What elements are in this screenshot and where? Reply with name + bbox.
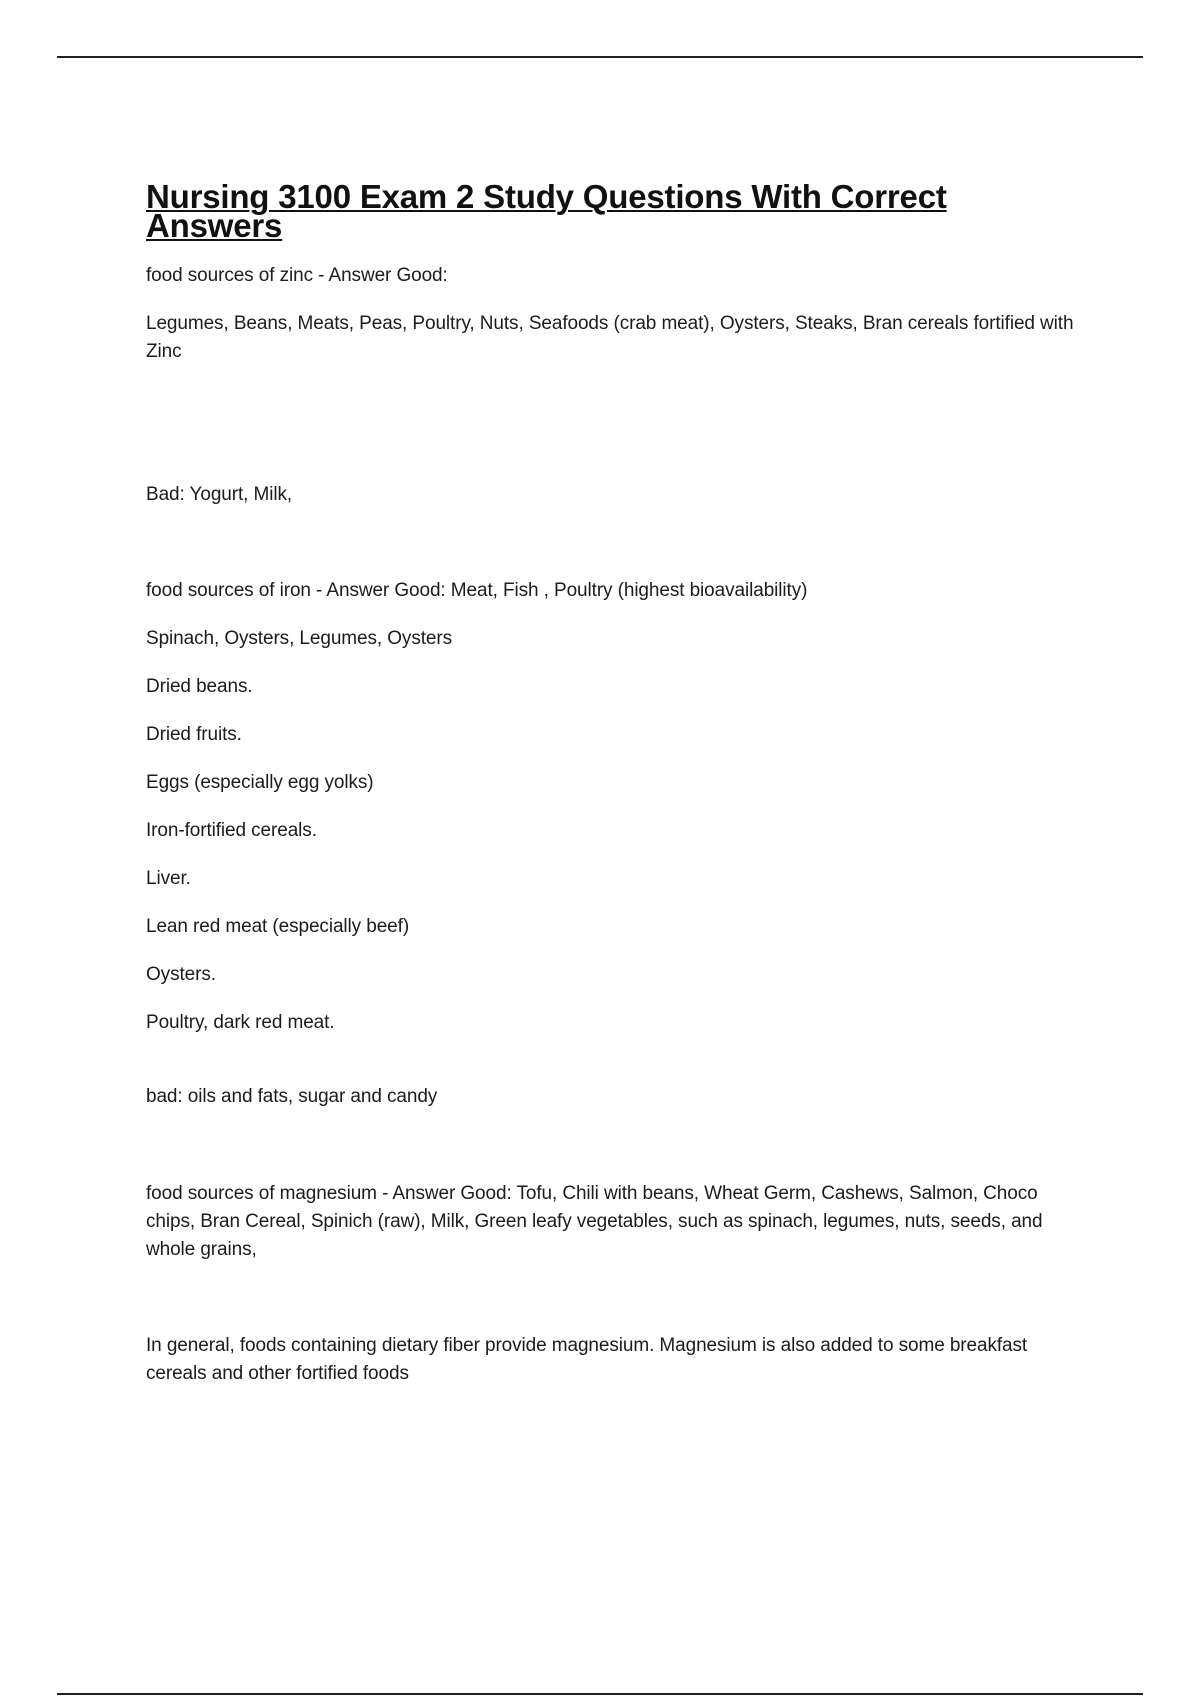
magnesium-question: food sources of magnesium - Answer Good: Tofu, Chili with beans, Wheat Germ, Cashews, Salmon, Choco chips, Bran Cereal, Spinich (raw), Milk, Green leafy vegetables, such as spinach, legumes, nuts, seeds, and whole grains, bbox=[146, 1183, 1043, 1260]
iron-list-item: Poultry, dark red meat. bbox=[146, 1012, 335, 1033]
zinc-good-sources: Legumes, Beans, Meats, Peas, Poultry, Nuts, Seafoods (crab meat), Oysters, Steaks, Bran cereals fortified with Zinc bbox=[146, 313, 1074, 362]
iron-list-item: Lean red meat (especially beef) bbox=[146, 916, 410, 937]
footer-rule bbox=[57, 1693, 1143, 1695]
iron-question: food sources of iron - Answer Good: Meat, Fish , Poultry (highest bioavailability) bbox=[146, 580, 808, 601]
magnesium-note: In general, foods containing dietary fiber provide magnesium. Magnesium is also added to some breakfast cereals and other fortified foods bbox=[146, 1335, 1028, 1384]
document-title: Nursing 3100 Exam 2 Study Questions With Correct Answers bbox=[146, 178, 947, 244]
header-rule bbox=[57, 56, 1143, 58]
zinc-bad-sources: Bad: Yogurt, Milk, bbox=[146, 484, 293, 505]
iron-list-item: Oysters. bbox=[146, 964, 216, 985]
iron-list-item: Spinach, Oysters, Legumes, Oysters bbox=[146, 628, 452, 649]
iron-list-item: Dried fruits. bbox=[146, 724, 242, 745]
iron-list-item: Eggs (especially egg yolks) bbox=[146, 772, 374, 793]
iron-list-item: Dried beans. bbox=[146, 676, 253, 697]
iron-bad-sources: bad: oils and fats, sugar and candy bbox=[146, 1086, 438, 1107]
iron-list-item: Iron-fortified cereals. bbox=[146, 820, 317, 841]
document-body bbox=[146, 178, 1086, 1388]
iron-list-item: Liver. bbox=[146, 868, 191, 889]
zinc-question: food sources of zinc - Answer Good: bbox=[146, 265, 448, 286]
